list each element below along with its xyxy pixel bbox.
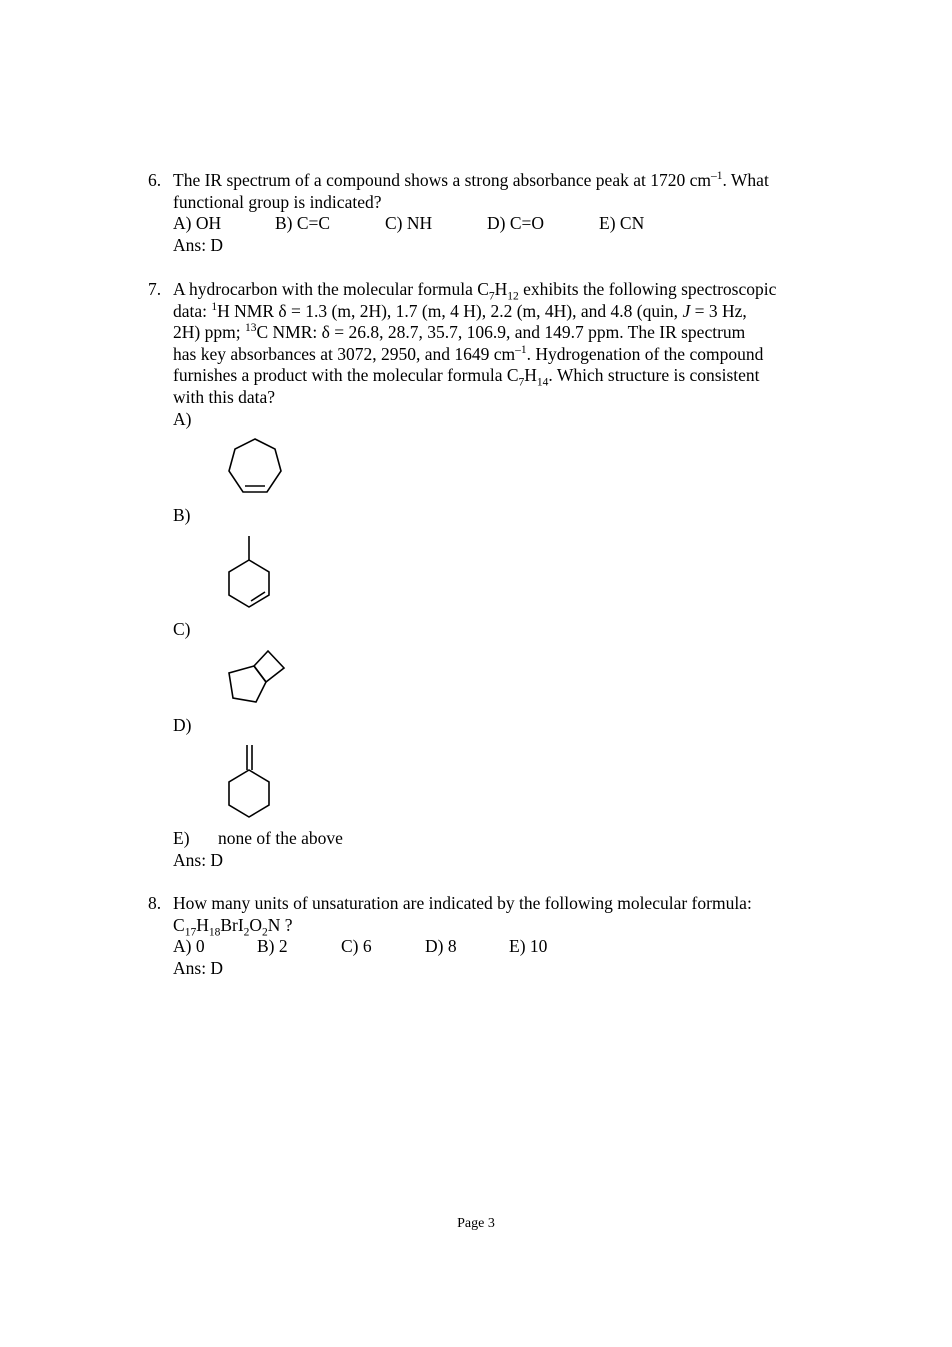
choice-e: E) CN: [599, 213, 645, 234]
choice-c: C) 6: [341, 936, 372, 957]
molecular-formula: $C_{17}H_{18}BrI_2O_2N$ ?: [173, 914, 293, 939]
question-stem-line4: has key absorbances at 3072, 2950, and 1649 $cm^{-1}$. Hydrogenation of the compound: [173, 343, 764, 364]
question-stem-line5: furnishes a product with the molecular formula $C_7H_{14}$. Which structure is consistent: [173, 365, 760, 389]
methylenecyclohexane-icon: [224, 743, 276, 819]
question-7-tail: [148, 828, 838, 871]
answer: Ans: D: [173, 849, 224, 870]
option-e-text: none of the above: [218, 828, 343, 848]
option-e: [173, 828, 838, 850]
question-stem-line2: data: $^1$H NMR δ = 1.3 (m, 2H), 1.7 (m, 4 H), 2.2 (m, 4H), and 4.8 (quin, J = 3 Hz,: [173, 300, 747, 321]
answer-choices: [173, 936, 838, 958]
question-stem: A hydrocarbon with the molecular formula $C_7H_{12}$ exhibits the following spectroscopic: [173, 279, 777, 303]
question-stem-line2: functional group is indicated?: [173, 191, 382, 212]
option-b-label: B): [173, 505, 191, 525]
question-stem: How many units of unsaturation are indicated by the following molecular formula:: [173, 893, 752, 913]
answer: Ans: D: [173, 234, 224, 255]
choice-d: D) C=O: [487, 213, 545, 234]
choice-b: B) C=C: [275, 213, 331, 234]
question-7: [148, 279, 838, 409]
question-6: [148, 170, 838, 256]
option-d-label: D): [173, 715, 192, 735]
choice-b: B) 2: [257, 936, 288, 957]
option-c-label: C): [173, 619, 191, 639]
question-stem-line6: with this data?: [173, 386, 276, 407]
cycloheptene-icon: [220, 434, 290, 498]
choice-a: A) 0: [173, 936, 205, 957]
question-8: [148, 893, 838, 979]
question-stem: The IR spectrum of a compound shows a strong absorbance peak at 1720 $cm^{-1}$. What: [173, 170, 769, 190]
page-number: Page 3: [457, 1216, 495, 1231]
bicyclo-heptane-icon: [222, 646, 292, 708]
answer: Ans: D: [173, 957, 224, 978]
question-stem-line3: 2H) ppm; $^{13}$C NMR: δ = 26.8, 28.7, 35.7, 106.9, and 149.7 ppm. The IR spectrum: [173, 322, 746, 343]
choice-e: E) 10: [509, 936, 548, 957]
question-number: 7.: [148, 279, 162, 299]
choice-c: C) NH: [385, 213, 433, 234]
4-methylcyclohexene-icon: [224, 534, 276, 610]
choice-a: A) OH: [173, 213, 222, 234]
option-a-label: A): [173, 409, 192, 429]
question-number: 6.: [148, 170, 162, 190]
option-e-label: E): [173, 828, 190, 848]
answer-choices: [173, 213, 838, 235]
choice-d: D) 8: [425, 936, 457, 957]
question-number: 8.: [148, 893, 162, 913]
